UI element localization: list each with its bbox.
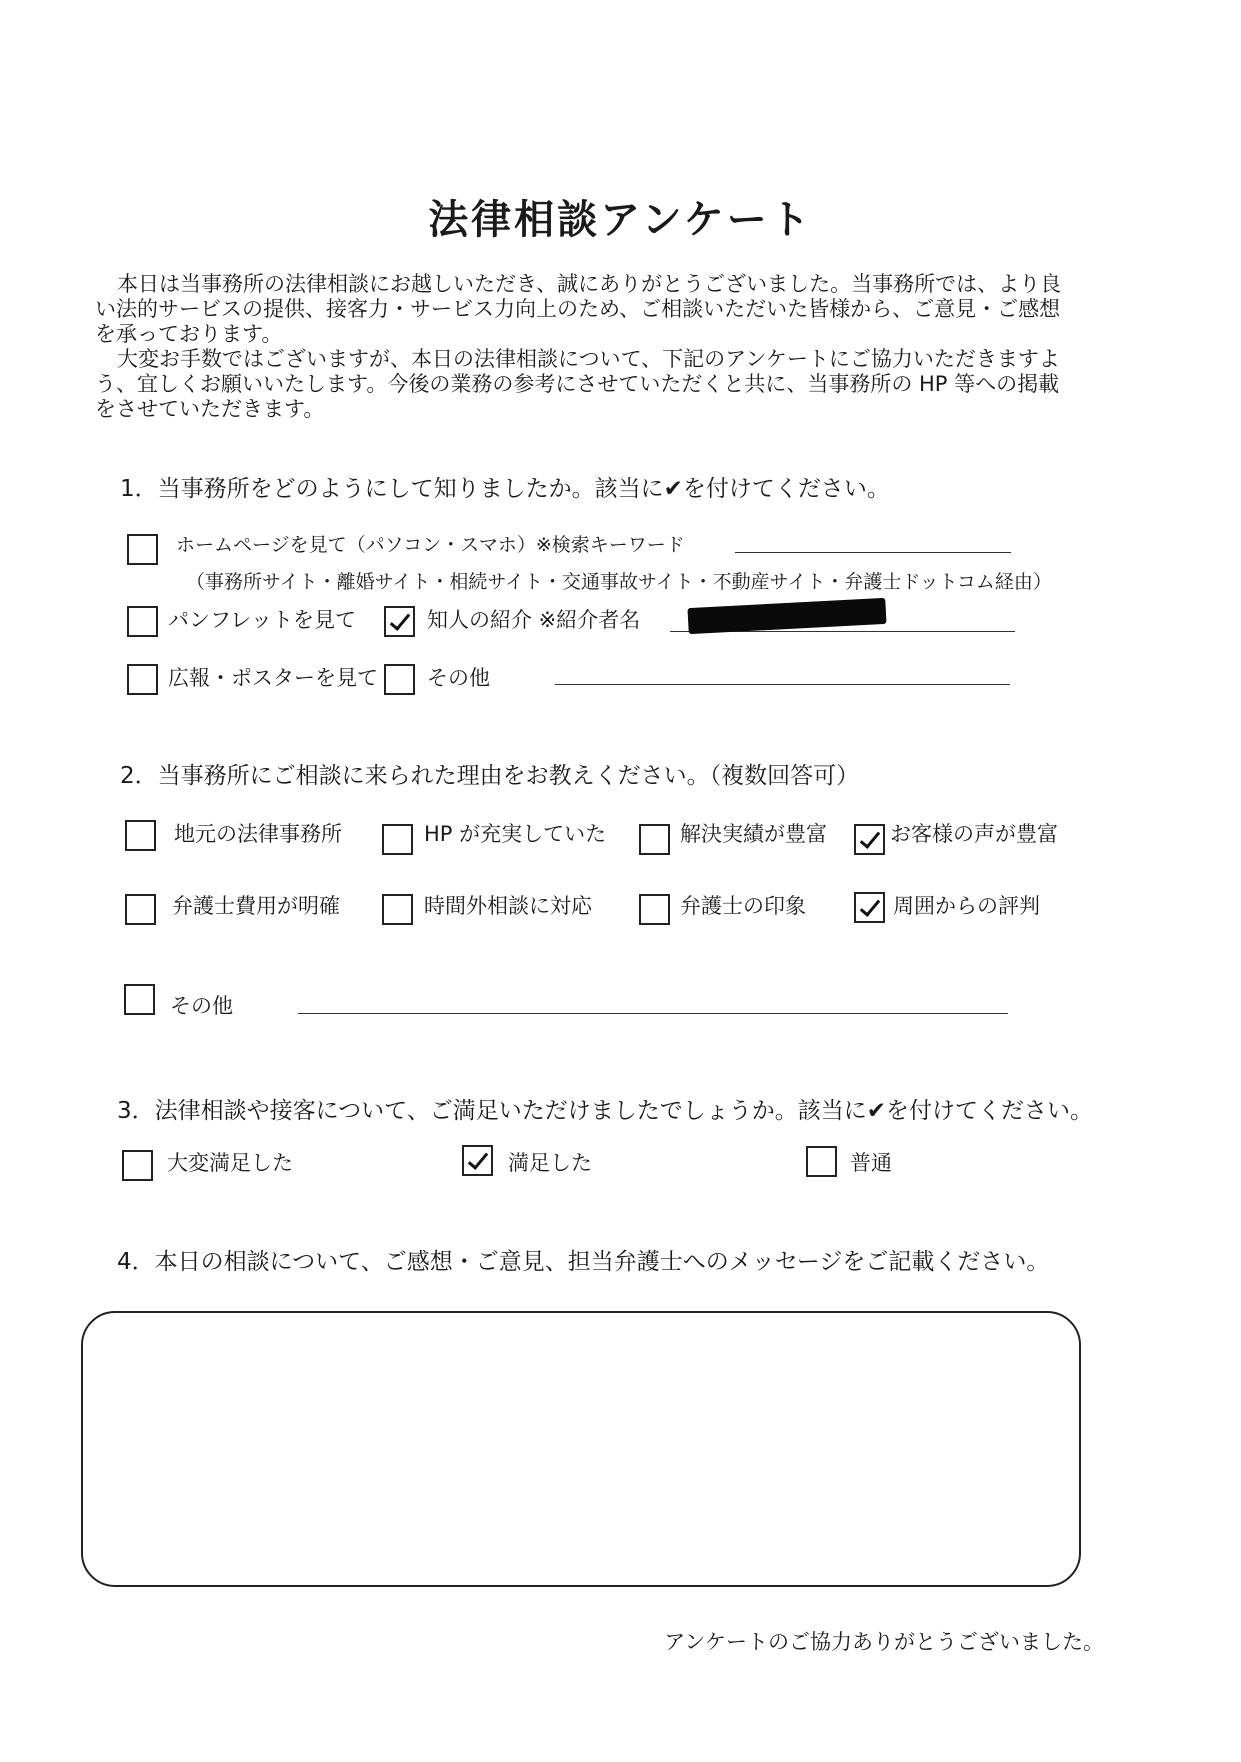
option-homepage-label: ホームページを見て（パソコン・スマホ）※検索キーワード [176, 534, 685, 556]
checkbox-pamphlet[interactable] [127, 606, 158, 637]
question-1: 1．当事務所をどのようにして知りましたか。該当に✔を付けてください。 [120, 476, 890, 502]
option-homepage-subnote: （事務所サイト・離婚サイト・相続サイト・交通事故サイト・不動産サイト・弁護士ドットコム経由） [186, 571, 1052, 593]
checkbox-track-record[interactable] [639, 824, 670, 855]
comment-box[interactable] [81, 1311, 1081, 1587]
checkbox-normal[interactable] [806, 1146, 837, 1177]
option-track-record-label: 解決実績が豊富 [680, 822, 827, 846]
option-pamphlet-label: パンフレットを見て [168, 608, 356, 632]
question-2: 2．当事務所にご相談に来られた理由をお教えください。（複数回答可） [120, 763, 860, 789]
option-after-hours-label: 時間外相談に対応 [424, 894, 592, 918]
option-other-q2-label: その他 [170, 994, 233, 1018]
checkbox-very-satisfied[interactable] [122, 1150, 153, 1181]
option-clear-fees-label: 弁護士費用が明確 [172, 894, 340, 918]
checkbox-other-q2[interactable] [124, 984, 155, 1015]
keyword-line[interactable] [735, 552, 1011, 553]
checkbox-satisfied[interactable] [462, 1145, 493, 1176]
checkbox-other-q1[interactable] [384, 664, 415, 695]
checkbox-after-hours[interactable] [382, 894, 413, 925]
page-title: 法律相談アンケート [428, 197, 813, 243]
intro-paragraph-1: 本日は当事務所の法律相談にお越しいただき、誠にありがとうございました。当事務所では、より良い法的サービスの提供、接客力・サービス力向上のため、ご相談いただいた皆様から、ご意見・ご感想を承っております。 [95, 272, 1062, 346]
checkbox-clear-fees[interactable] [125, 894, 156, 925]
checkbox-local-firm[interactable] [125, 820, 156, 851]
checkbox-poster[interactable] [127, 664, 158, 695]
checkbox-reputation[interactable] [854, 892, 885, 923]
checkbox-homepage[interactable] [127, 534, 158, 565]
intro-paragraph-2: 大変お手数ではございますが、本日の法律相談について、下記のアンケートにご協力いただきますよう、宜しくお願いいたします。今後の業務の参考にさせていただくと共に、当事務所の HP 等への掲載をさせていただきます。 [95, 347, 1060, 421]
checkbox-customer-voice[interactable] [854, 824, 885, 855]
option-poster-label: 広報・ポスターを見て [168, 666, 378, 690]
option-customer-voice-label: お客様の声が豊富 [890, 822, 1058, 846]
thank-you-note: アンケートのご協力ありがとうございました。 [664, 1630, 1104, 1654]
question-3: 3．法律相談や接客について、ご満足いただけましたでしょうか。該当に✔を付けてください。 [117, 1098, 1093, 1124]
option-hp-rich-label: HP が充実していた [424, 822, 607, 846]
option-normal-label: 普通 [850, 1151, 892, 1175]
option-other-q1-label: その他 [427, 666, 490, 690]
checkbox-lawyer-impression[interactable] [639, 894, 670, 925]
other-q1-line[interactable] [555, 684, 1010, 685]
checkbox-hp-rich[interactable] [382, 824, 413, 855]
option-very-satisfied-label: 大変満足した [167, 1151, 293, 1175]
checkbox-referral[interactable] [384, 606, 415, 637]
question-4: 4．本日の相談について、ご感想・ご意見、担当弁護士へのメッセージをご記載ください。 [117, 1249, 1050, 1275]
option-referral-label: 知人の紹介 ※紹介者名 [427, 608, 641, 632]
intro-text [95, 272, 1075, 422]
option-lawyer-impression-label: 弁護士の印象 [680, 894, 806, 918]
option-satisfied-label: 満足した [508, 1151, 592, 1175]
option-local-firm-label: 地元の法律事務所 [174, 822, 342, 846]
option-reputation-label: 周囲からの評判 [893, 894, 1040, 918]
redaction-mark [687, 598, 886, 634]
other-q2-line[interactable] [298, 1013, 1008, 1014]
